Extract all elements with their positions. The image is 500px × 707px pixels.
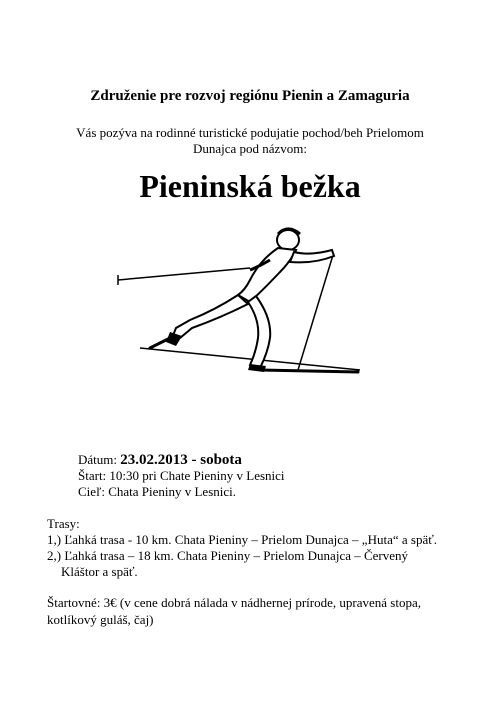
entry-fee [47,594,467,628]
routes-heading: Trasy: [47,516,80,531]
date-line [78,452,285,468]
organization-name: Združenie pre rozvoj regiónu Pienin a Zamaguria [90,88,410,104]
entry-fee-line-2: kotlíkový guláš, čaj) [47,612,154,627]
route-1: 1,) Ľahká trasa - 10 km. Chata Pieniny – Prielom Dunajca – „Huta“ a späť. [47,532,438,547]
date-label: Dátum: [78,452,117,467]
invitation-line-2: Dunajca pod názvom: [192,141,308,156]
invitation-line-1: Vás pozýva na rodinné turistické podujatie pochod/beh Prielomom [76,125,424,140]
event-title: Pieninská bežka [139,168,361,204]
routes-section [47,516,467,580]
route-2-line-2: Kláštor a späť. [61,564,138,579]
start-line: Štart: 10:30 pri Chate Pieniny v Lesnici [78,468,285,483]
event-details [78,452,285,500]
invitation-text [60,125,440,157]
route-2-line-1: 2,) Ľahká trasa – 18 km. Chata Pieniny – Prielom Dunajca – Červený [47,548,409,563]
finish-line: Cieľ: Chata Pieniny v Lesnici. [78,484,237,499]
cross-country-skier-icon [110,220,370,385]
date-value: 23.02.2013 - sobota [120,452,242,468]
entry-fee-line-1: Štartovné: 3€ (v cene dobrá nálada v nádhernej prírode, upravená stopa, [47,595,421,610]
